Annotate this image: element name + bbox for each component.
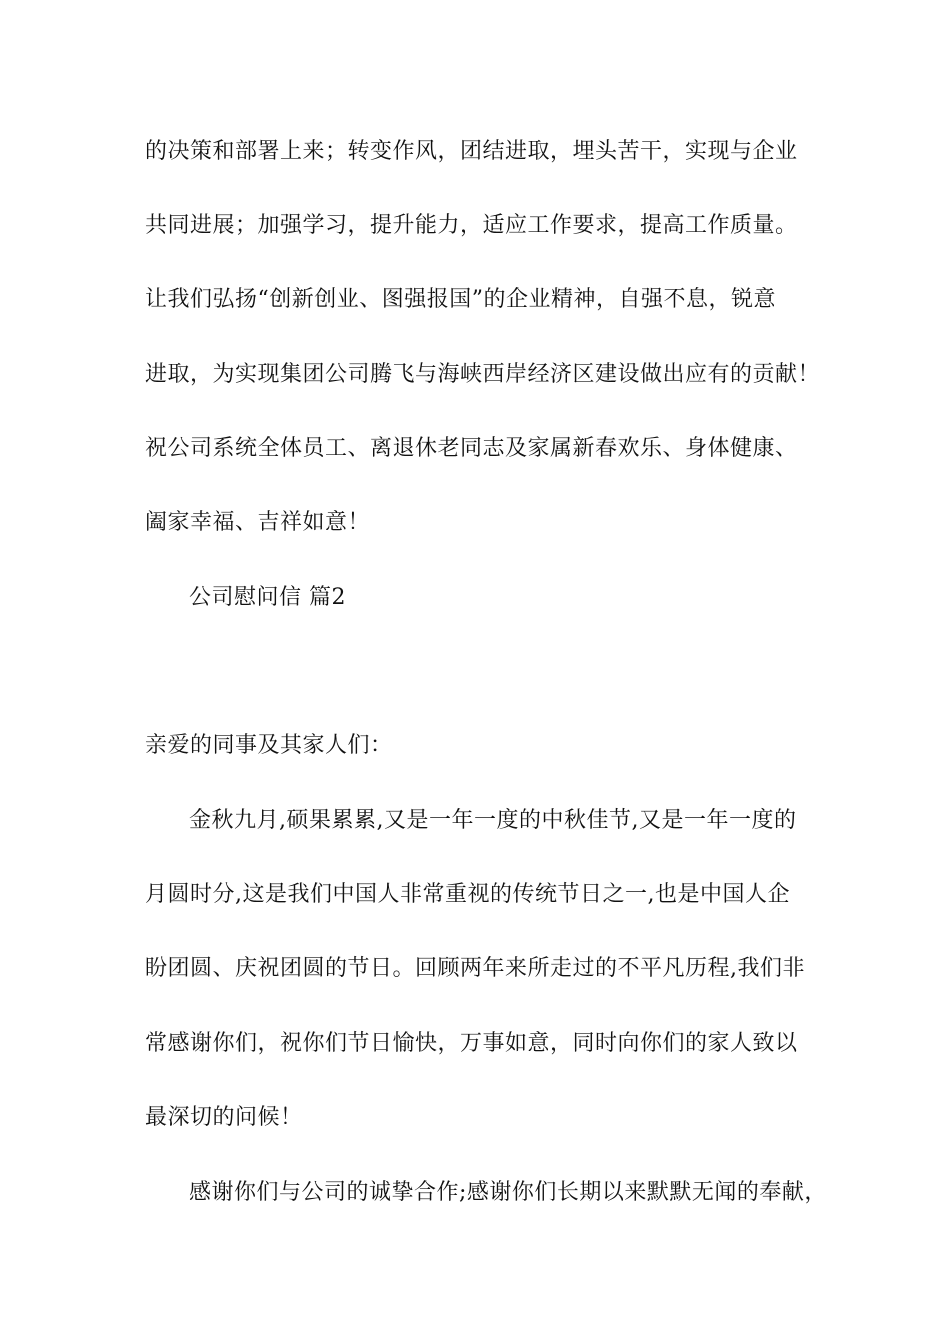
paragraph-line: 最深切的问候！ [145,1105,303,1130]
text-line: 阖家幸福、吉祥如意！ [145,510,371,535]
paragraph-line: 金秋九月,硕果累累,又是一年一度的中秋佳节,又是一年一度的 [189,808,797,833]
section-title: 公司慰问信 篇2 [189,585,346,610]
paragraph-line: 感谢你们与公司的诚挚合作;感谢你们长期以来默默无闻的奉献， [189,1180,827,1205]
paragraph-line: 常感谢你们，祝你们节日愉快，万事如意，同时向你们的家人致以 [145,1031,798,1056]
text-line: 让我们弘扬“创新创业、图强报国”的企业精神，自强不息，锐意 [145,287,776,312]
text-line: 祝公司系统全体员工、离退休老同志及家属新春欢乐、身体健康、 [145,436,798,461]
paragraph-line: 月圆时分,这是我们中国人非常重视的传统节日之一,也是中国人企 [145,882,790,907]
text-line: 共同进展；加强学习，提升能力，适应工作要求，提高工作质量。 [145,213,798,238]
paragraph-line: 盼团圆、庆祝团圆的节日。回顾两年来所走过的不平凡历程,我们非 [145,956,805,981]
text-line: 进取，为实现集团公司腾飞与海峡西岸经济区建设做出应有的贡献！ [145,362,821,387]
text-line: 的决策和部署上来；转变作风，团结进取，埋头苦干，实现与企业 [145,139,798,164]
greeting: 亲爱的同事及其家人们： [145,733,393,758]
